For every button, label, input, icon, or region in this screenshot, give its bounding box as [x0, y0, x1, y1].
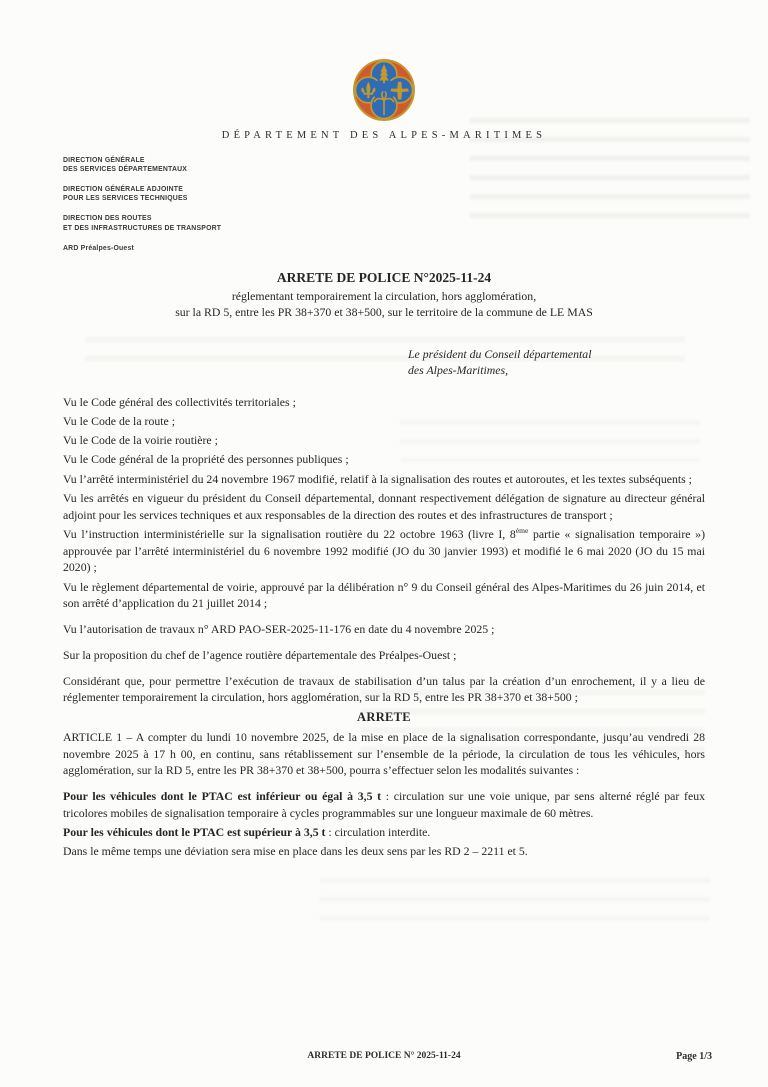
direction-generale: DIRECTION GÉNÉRALE DES SERVICES DÉPARTEMENTAUX — [63, 157, 188, 174]
salutation: Le président du Conseil départemental des Alpes-Maritimes, — [408, 346, 592, 377]
document-subtitle-2: sur la RD 5, entre les PR 38+370 et 38+500, sur le territoire de la commune de LE MAS — [175, 304, 593, 319]
superscript-eme: ème — [515, 526, 529, 536]
vu-item: Vu le Code général de la propriété des personnes publiques ; — [63, 452, 349, 467]
page-number: Page 1/3 — [676, 1051, 712, 1062]
article-1: ARTICLE 1 – A compter du lundi 10 novembre 2025, de la mise en place de la signalisation correspondante, jusqu’au vendredi 28 novembre 2025 à 17 h 00, en continu, sans rétablissement sur l’ensemble de la période, la circulation de tous les véhicules, hors agglomération, sur la RD 5, entre les PR 38+370 et 38+500, pourra s’effectuer selon les modalités suivantes : — [63, 729, 705, 778]
sur-proposition: Sur la proposition du chef de l’agence routière départementale des Préalpes-Ouest ; — [63, 647, 457, 662]
arrete-heading: ARRETE — [357, 709, 411, 724]
ptac-superieur-paragraph: Pour les véhicules dont le PTAC est supérieur à 3,5 t : circulation interdite. — [63, 825, 431, 840]
vu-item-delegations: Vu les arrêtés en vigueur du président du Conseil départemental, donnant respectivement délégation de signature au directeur général adjoint pour les services techniques et aux responsables de la direction des routes et des infrastructures de transport ; — [63, 490, 705, 522]
ptac-inferieur-paragraph: Pour les véhicules dont le PTAC est inférieur ou égal à 3,5 t : circulation sur une voie unique, par sens alterné réglé par feux tricolores mobiles de signalisation temporaire à cycles programmables sur une longueur maximale de 60 mètres. — [63, 789, 705, 820]
vu-item: Vu le Code général des collectivités territoriales ; — [63, 394, 296, 409]
department-name: DÉPARTEMENT DES ALPES-MARITIMES — [221, 130, 547, 141]
bleedthrough-artifact — [320, 878, 710, 926]
page-footer — [0, 1051, 768, 1065]
document-title: ARRETE DE POLICE N°2025-11-24 — [276, 270, 492, 285]
vu-item-autorisation: Vu l’autorisation de travaux n° ARD PAO-SER-2025-11-176 en date du 4 novembre 2025 ; — [63, 622, 495, 637]
vu-item: Vu le Code de la route ; — [63, 413, 175, 428]
document-header — [0, 56, 768, 141]
legal-text — [63, 394, 705, 861]
title-block — [63, 270, 705, 321]
vu-item-arrete-1967: Vu l’arrêté interministériel du 24 novembre 1967 modifié, relatif à la signalisation des routes et autoroutes, et les textes subséquents ; — [63, 471, 692, 486]
vu-item-instruction: Vu l’instruction interministérielle sur la signalisation routière du 22 octobre 1963 (livre I, 8ème partie « signalisation temporaire ») approuvée par l’arrêté interministériel du 6 novembre 1992 modifié (JO du 30 janvier 1993) et modifié le 6 mai 2020 (JO du 15 mai 2020) ; — [63, 526, 705, 575]
vu-item-reglement: Vu le règlement départemental de voirie, approuvé par la délibération n° 9 du Conseil général des Alpes-Maritimes du 26 juin 2014, et son arrêté d’application du 21 juillet 2014 ; — [63, 579, 705, 611]
deviation-line: Dans le même temps une déviation sera mise en place dans les deux sens par les RD 2 – 2211 et 5. — [63, 844, 528, 859]
footer-title: ARRETE DE POLICE N° 2025-11-24 — [307, 1051, 461, 1061]
document-body — [63, 270, 705, 863]
direction-des-routes: DIRECTION DES ROUTES ET DES INFRASTRUCTURES DE TRANSPORT — [63, 215, 222, 232]
vu-item: Vu le Code de la voirie routière ; — [63, 433, 218, 448]
alpes-maritimes-emblem-logo — [347, 56, 421, 124]
direction-generale-adjointe: DIRECTION GÉNÉRALE ADJOINTE POUR LES SERVICES TECHNIQUES — [63, 186, 188, 203]
ard-prealpes-ouest: ARD Préalpes-Ouest — [63, 244, 134, 252]
document-subtitle-1: réglementant temporairement la circulation, hors agglomération, — [231, 289, 537, 303]
considerant: Considérant que, pour permettre l’exécution de travaux de stabilisation d’un talus par la création d’un enrochement, il y a lieu de réglementer temporairement la circulation, hors agglomération, sur la RD 5, entre les PR 38+370 et 38+500 ; — [63, 673, 705, 705]
sender-block — [63, 156, 221, 253]
